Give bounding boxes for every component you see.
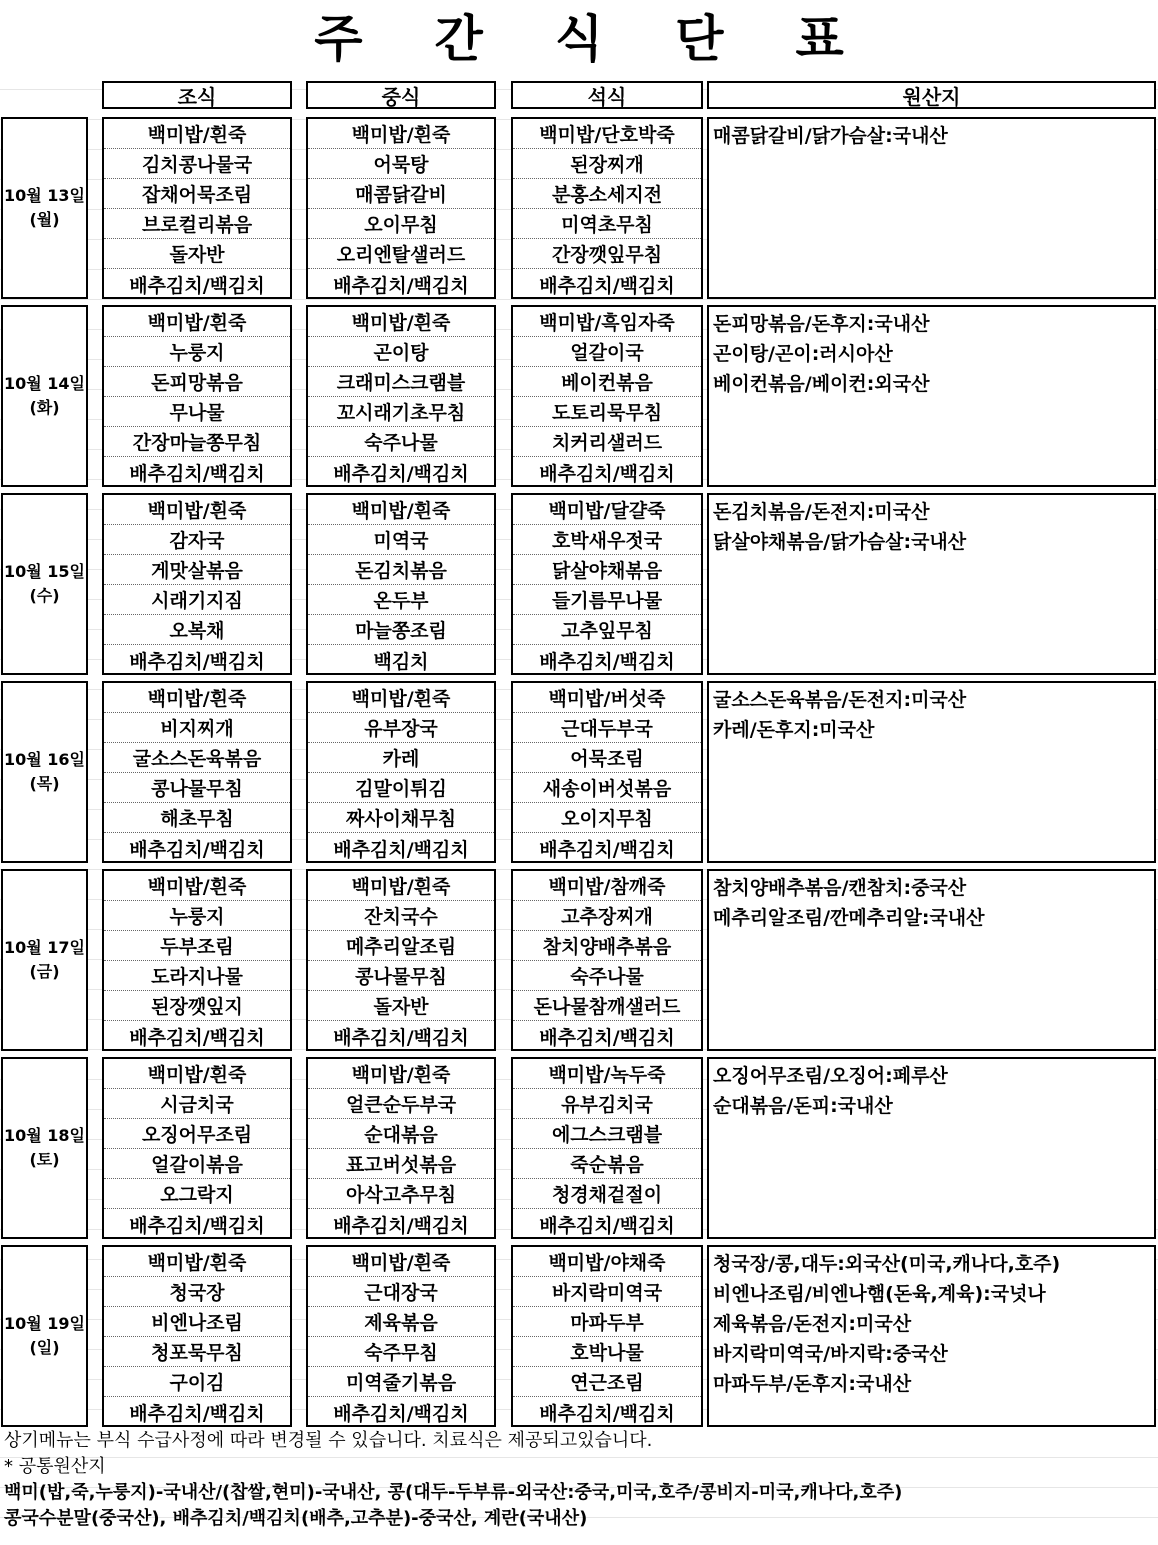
- breakfast-column: [102, 493, 292, 675]
- menu-item: 백미밥/녹두죽: [513, 1059, 701, 1089]
- origin-box: [707, 1057, 1156, 1239]
- menu-item: 얼갈이볶음: [104, 1149, 290, 1179]
- dinner-column: [511, 1057, 703, 1239]
- origin-line: 제육볶음/돈전지:미국산: [713, 1312, 912, 1335]
- menu-item: 백미밥/흰죽: [104, 307, 290, 337]
- day-label: [1, 1057, 88, 1239]
- origin-line: 매콤닭갈비/닭가슴살:국내산: [713, 124, 948, 147]
- menu-item: 도토리묵무침: [513, 397, 701, 427]
- menu-item: 배추김치/백김치: [333, 838, 469, 861]
- origin-line: 비엔나조림/비엔나햄(돈육,계육):국넛나: [713, 1282, 1046, 1305]
- dinner-column: [511, 869, 703, 1051]
- menu-item: 오그락지: [104, 1179, 290, 1209]
- menu-item: 무나물: [104, 397, 290, 427]
- menu-item: 백미밥/흰죽: [104, 1247, 290, 1277]
- menu-item: 감자국: [104, 525, 290, 555]
- menu-item: 백미밥/흰죽: [104, 683, 290, 713]
- day-date: 10월 19일: [3, 1314, 85, 1333]
- menu-item: 순대볶음: [308, 1119, 494, 1149]
- origin-box: [707, 681, 1156, 863]
- menu-item: 배추김치/백김치: [333, 1026, 469, 1049]
- menu-item: 배추김치/백김치: [333, 462, 469, 485]
- day-weekday: (목): [29, 774, 60, 793]
- header-breakfast: 조식: [102, 81, 292, 109]
- origin-line: 메추리알조림/깐메추리알:국내산: [713, 906, 985, 929]
- footer-common-origin-title: * 공통원산지: [4, 1456, 106, 1477]
- breakfast-column: [102, 869, 292, 1051]
- origin-line: 베이컨볶음/베이컨:외국산: [713, 372, 930, 395]
- day-weekday: (화): [29, 398, 60, 417]
- menu-item: 콩나물무침: [104, 773, 290, 803]
- day-label: [1, 493, 88, 675]
- menu-item: 고추잎무침: [513, 615, 701, 645]
- menu-item: 근대장국: [308, 1277, 494, 1307]
- menu-item: 배추김치/백김치: [129, 650, 265, 673]
- origin-line: 참치양배추볶음/캔참치:중국산: [713, 876, 967, 899]
- day-weekday: (일): [29, 1338, 60, 1357]
- footer-notice: 상기메뉴는 부식 수급사정에 따라 변경될 수 있습니다. 치료식은 제공되고있습니다.: [4, 1430, 653, 1451]
- menu-item: 매콤닭갈비: [308, 179, 494, 209]
- origin-line: 카레/돈후지:미국산: [713, 718, 875, 741]
- menu-item: 백미밥/흑임자죽: [513, 307, 701, 337]
- menu-item: 게맛살볶음: [104, 555, 290, 585]
- origin-line: 닭살야채볶음/닭가슴살:국내산: [713, 530, 967, 553]
- menu-item: 돈김치볶음: [308, 555, 494, 585]
- menu-item: 비지찌개: [104, 713, 290, 743]
- menu-item: 짜사이채무침: [308, 803, 494, 833]
- menu-item: 누룽지: [104, 337, 290, 367]
- menu-item: 배추김치/백김치: [539, 1214, 675, 1237]
- menu-item: 백미밥/흰죽: [104, 871, 290, 901]
- menu-item: 백미밥/흰죽: [104, 1059, 290, 1089]
- menu-item: 마늘쫑조림: [308, 615, 494, 645]
- breakfast-column: [102, 305, 292, 487]
- menu-item: 분홍소세지전: [513, 179, 701, 209]
- origin-line: 돈피망볶음/돈후지:국내산: [713, 312, 930, 335]
- menu-item: 오리엔탈샐러드: [308, 239, 494, 269]
- menu-item: 오징어무조림: [104, 1119, 290, 1149]
- menu-item: 오이무침: [308, 209, 494, 239]
- menu-item: 배추김치/백김치: [129, 1026, 265, 1049]
- breakfast-column: [102, 681, 292, 863]
- dinner-column: [511, 493, 703, 675]
- origin-box: [707, 869, 1156, 1051]
- menu-item: 브로컬리볶음: [104, 209, 290, 239]
- lunch-column: [306, 305, 496, 487]
- menu-item: 유부김치국: [513, 1089, 701, 1119]
- day-weekday: (토): [29, 1150, 60, 1169]
- menu-item: 온두부: [308, 585, 494, 615]
- menu-item: 얼갈이국: [513, 337, 701, 367]
- menu-item: 미역초무침: [513, 209, 701, 239]
- menu-item: 구이김: [104, 1367, 290, 1397]
- menu-item: 얼큰순두부국: [308, 1089, 494, 1119]
- menu-item: 꼬시래기초무침: [308, 397, 494, 427]
- menu-item: 베이컨볶음: [513, 367, 701, 397]
- menu-item: 에그스크램블: [513, 1119, 701, 1149]
- lunch-column: [306, 869, 496, 1051]
- origin-line: 곤이탕/곤이:러시아산: [713, 342, 893, 365]
- dinner-column: [511, 305, 703, 487]
- origin-line: 순대볶음/돈피:국내산: [713, 1094, 893, 1117]
- menu-item: 백미밥/단호박죽: [513, 119, 701, 149]
- menu-item: 오이지무침: [513, 803, 701, 833]
- menu-item: 백미밥/흰죽: [308, 1059, 494, 1089]
- origin-line: 청국장/콩,대두:외국산(미국,캐나다,호주): [713, 1252, 1061, 1275]
- menu-item: 두부조림: [104, 931, 290, 961]
- day-date: 10월 16일: [3, 750, 85, 769]
- day-date: 10월 14일: [3, 374, 85, 393]
- menu-item: 배추김치/백김치: [539, 1026, 675, 1049]
- menu-item: 시래기지짐: [104, 585, 290, 615]
- day-weekday: (월): [29, 210, 60, 229]
- menu-item: 돌자반: [104, 239, 290, 269]
- menu-item: 숙주나물: [513, 961, 701, 991]
- origin-line: 굴소스돈육볶음/돈전지:미국산: [713, 688, 967, 711]
- menu-item: 닭살야채볶음: [513, 555, 701, 585]
- menu-item: 백미밥/흰죽: [308, 871, 494, 901]
- day-date: 10월 13일: [3, 186, 85, 205]
- menu-item: 새송이버섯볶음: [513, 773, 701, 803]
- menu-item: 표고버섯볶음: [308, 1149, 494, 1179]
- menu-item: 배추김치/백김치: [539, 1402, 675, 1425]
- menu-item: 숙주무침: [308, 1337, 494, 1367]
- menu-item: 배추김치/백김치: [129, 838, 265, 861]
- origin-box: [707, 305, 1156, 487]
- day-weekday: (금): [29, 962, 60, 981]
- page-title: 주간식단표: [0, 0, 1158, 70]
- footer-notes: [0, 1428, 1158, 1545]
- breakfast-column: [102, 1057, 292, 1239]
- day-date: 10월 15일: [3, 562, 85, 581]
- menu-item: 오복채: [104, 615, 290, 645]
- menu-item: 해초무침: [104, 803, 290, 833]
- origin-box: [707, 117, 1156, 299]
- menu-item: 배추김치/백김치: [539, 274, 675, 297]
- dinner-column: [511, 1245, 703, 1427]
- menu-item: 된장찌개: [513, 149, 701, 179]
- menu-item: 배추김치/백김치: [129, 462, 265, 485]
- menu-item: 배추김치/백김치: [539, 462, 675, 485]
- day-label: [1, 305, 88, 487]
- origin-line: 오징어무조림/오징어:페루산: [713, 1064, 948, 1087]
- menu-item: 메추리알조림: [308, 931, 494, 961]
- menu-item: 백미밥/흰죽: [308, 119, 494, 149]
- menu-item: 백미밥/흰죽: [308, 683, 494, 713]
- menu-item: 카레: [308, 743, 494, 773]
- day-label: [1, 1245, 88, 1427]
- menu-item: 유부장국: [308, 713, 494, 743]
- footer-common-origin-line-1: 백미(밥,죽,누룽지)-국내산/(찹쌀,현미)-국내산, 콩(대두-두부류-외국산:중국,미국,호주/콩비지-미국,캐나다,호주): [4, 1482, 903, 1503]
- menu-item: 백김치: [373, 650, 429, 673]
- menu-item: 배추김치/백김치: [333, 1214, 469, 1237]
- menu-item: 김치콩나물국: [104, 149, 290, 179]
- menu-item: 백미밥/버섯죽: [513, 683, 701, 713]
- menu-item: 미역국: [308, 525, 494, 555]
- origin-box: [707, 1245, 1156, 1427]
- menu-item: 들기름무나물: [513, 585, 701, 615]
- breakfast-column: [102, 1245, 292, 1427]
- menu-item: 배추김치/백김치: [333, 274, 469, 297]
- menu-item: 백미밥/야채죽: [513, 1247, 701, 1277]
- lunch-column: [306, 493, 496, 675]
- origin-line: 바지락미역국/바지락:중국산: [713, 1342, 948, 1365]
- menu-item: 죽순볶음: [513, 1149, 701, 1179]
- day-weekday: (수): [29, 586, 60, 605]
- menu-item: 돈피망볶음: [104, 367, 290, 397]
- breakfast-column: [102, 117, 292, 299]
- menu-item: 배추김치/백김치: [129, 274, 265, 297]
- day-label: [1, 869, 88, 1051]
- menu-item: 호박나물: [513, 1337, 701, 1367]
- menu-item: 청포묵무침: [104, 1337, 290, 1367]
- menu-item: 배추김치/백김치: [333, 1402, 469, 1425]
- menu-item: 청국장: [104, 1277, 290, 1307]
- menu-item: 잔치국수: [308, 901, 494, 931]
- menu-item: 연근조림: [513, 1367, 701, 1397]
- menu-item: 근대두부국: [513, 713, 701, 743]
- menu-item: 돈나물참깨샐러드: [513, 991, 701, 1021]
- menu-item: 백미밥/흰죽: [308, 1247, 494, 1277]
- menu-item: 배추김치/백김치: [129, 1402, 265, 1425]
- menu-item: 배추김치/백김치: [539, 838, 675, 861]
- menu-item: 도라지나물: [104, 961, 290, 991]
- day-date: 10월 17일: [3, 938, 85, 957]
- menu-item: 굴소스돈육볶음: [104, 743, 290, 773]
- menu-item: 청경채겉절이: [513, 1179, 701, 1209]
- menu-item: 김말이튀김: [308, 773, 494, 803]
- lunch-column: [306, 681, 496, 863]
- menu-item: 고추장찌개: [513, 901, 701, 931]
- origin-box: [707, 493, 1156, 675]
- menu-item: 백미밥/흰죽: [308, 495, 494, 525]
- menu-item: 백미밥/참깨죽: [513, 871, 701, 901]
- day-date: 10월 18일: [3, 1126, 85, 1145]
- menu-item: 백미밥/달걀죽: [513, 495, 701, 525]
- menu-item: 크래미스크램블: [308, 367, 494, 397]
- menu-item: 어묵탕: [308, 149, 494, 179]
- menu-item: 된장깻잎지: [104, 991, 290, 1021]
- dinner-column: [511, 117, 703, 299]
- menu-item: 배추김치/백김치: [129, 1214, 265, 1237]
- menu-item: 제육볶음: [308, 1307, 494, 1337]
- origin-line: 돈김치볶음/돈전지:미국산: [713, 500, 930, 523]
- footer-common-origin-line-2: 콩국수분말(중국산), 배추김치/백김치(배추,고추분)-중국산, 계란(국내산): [4, 1508, 588, 1529]
- menu-item: 잡채어묵조림: [104, 179, 290, 209]
- menu-item: 돌자반: [308, 991, 494, 1021]
- day-label: [1, 681, 88, 863]
- menu-item: 배추김치/백김치: [539, 650, 675, 673]
- header-dinner: 석식: [511, 81, 703, 109]
- menu-item: 치커리샐러드: [513, 427, 701, 457]
- lunch-column: [306, 1245, 496, 1427]
- lunch-column: [306, 117, 496, 299]
- menu-item: 백미밥/흰죽: [104, 495, 290, 525]
- header-origin: 원산지: [707, 81, 1156, 109]
- dinner-column: [511, 681, 703, 863]
- menu-item: 비엔나조림: [104, 1307, 290, 1337]
- header-lunch: 중식: [306, 81, 496, 109]
- menu-item: 백미밥/흰죽: [308, 307, 494, 337]
- menu-item: 마파두부: [513, 1307, 701, 1337]
- lunch-column: [306, 1057, 496, 1239]
- menu-item: 바지락미역국: [513, 1277, 701, 1307]
- origin-line: 마파두부/돈후지:국내산: [713, 1372, 912, 1395]
- menu-item: 누룽지: [104, 901, 290, 931]
- menu-item: 아삭고추무침: [308, 1179, 494, 1209]
- menu-item: 미역줄기볶음: [308, 1367, 494, 1397]
- menu-item: 간장마늘쫑무침: [104, 427, 290, 457]
- menu-item: 참치양배추볶음: [513, 931, 701, 961]
- menu-item: 콩나물무침: [308, 961, 494, 991]
- menu-item: 시금치국: [104, 1089, 290, 1119]
- menu-item: 숙주나물: [308, 427, 494, 457]
- menu-item: 백미밥/흰죽: [104, 119, 290, 149]
- menu-item: 호박새우젓국: [513, 525, 701, 555]
- menu-item: 간장깻잎무침: [513, 239, 701, 269]
- day-label: [1, 117, 88, 299]
- menu-item: 어묵조림: [513, 743, 701, 773]
- menu-item: 곤이탕: [308, 337, 494, 367]
